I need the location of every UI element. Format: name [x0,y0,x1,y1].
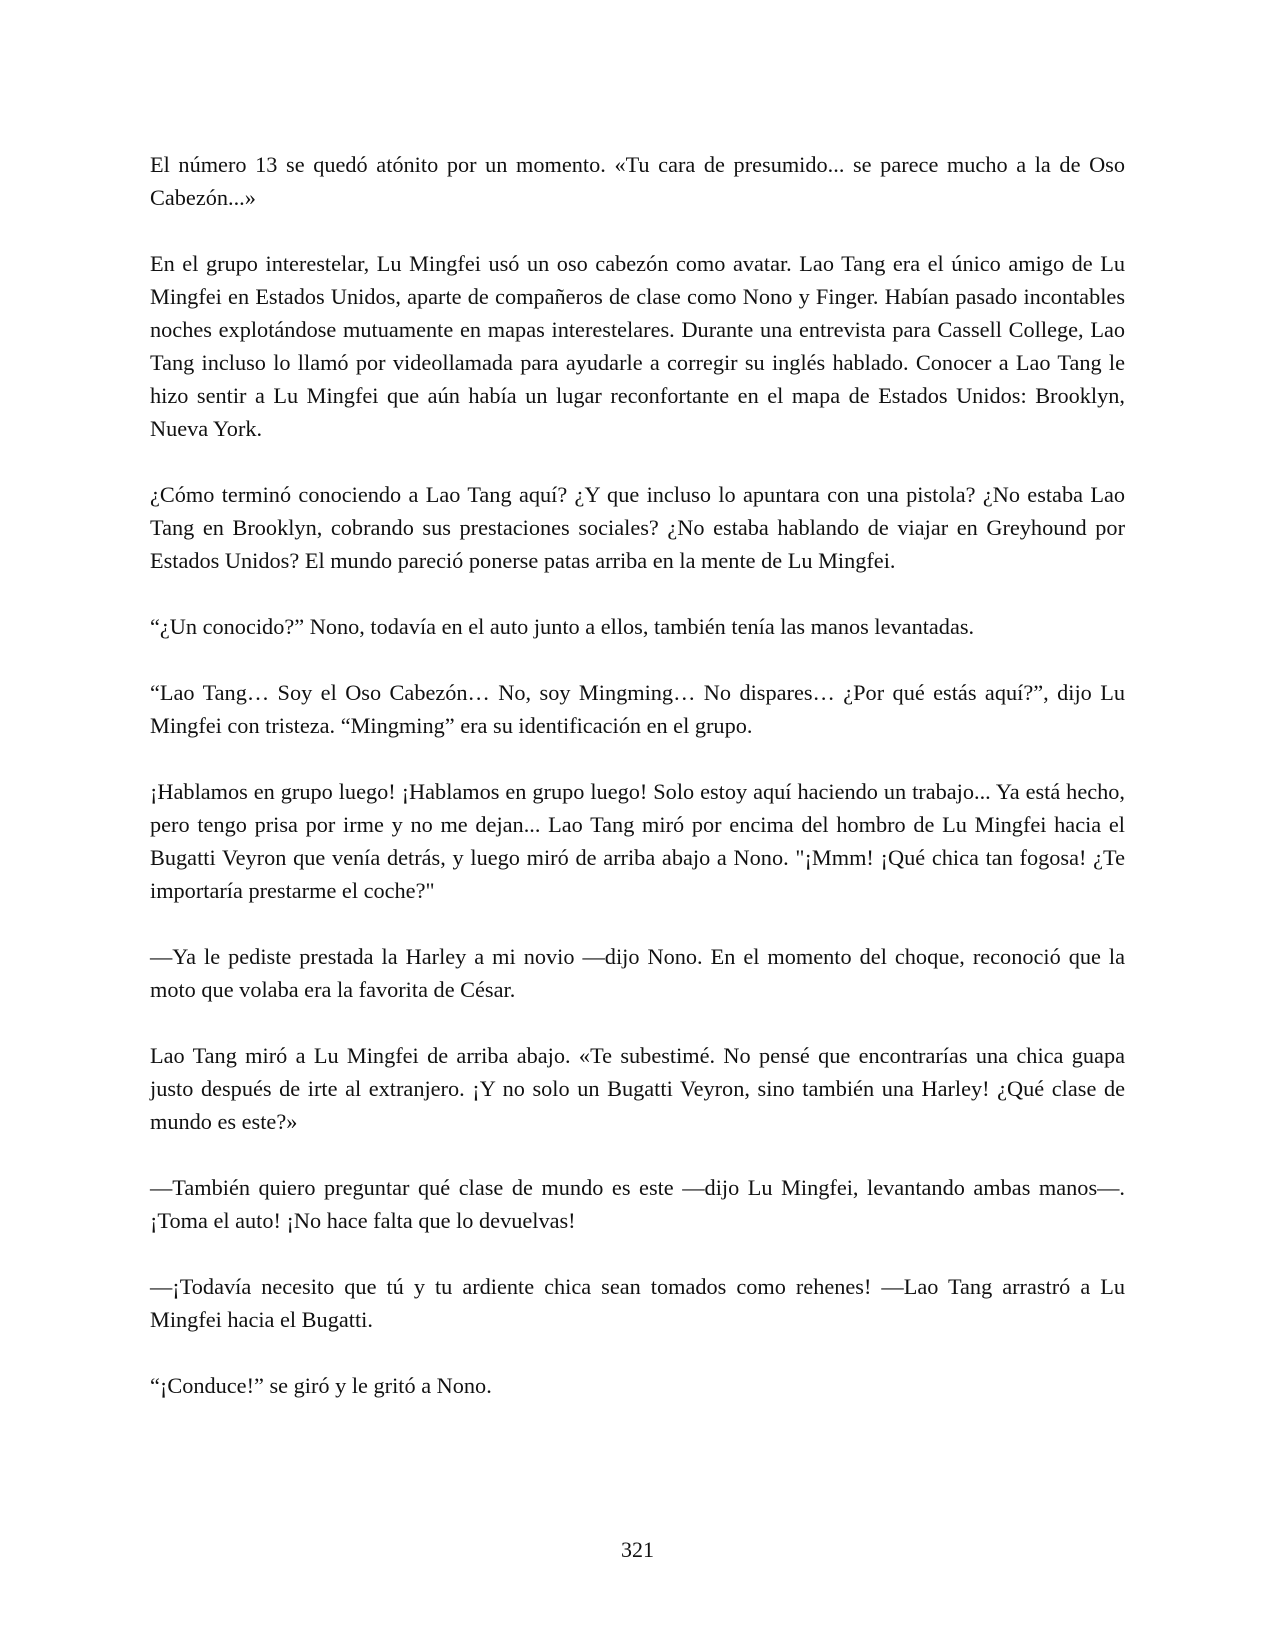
paragraph: Lao Tang miró a Lu Mingfei de arriba abajo. «Te subestimé. No pensé que encontrarías una chica guapa justo después de irte al extranjero. ¡Y no solo un Bugatti Veyron, sino también una Harley! ¿Qué clase de mundo es este?» [150,1043,1125,1134]
paragraph: —¡Todavía necesito que tú y tu ardiente chica sean tomados como rehenes! —Lao Tang arrastró a Lu Mingfei hacia el Bugatti. [150,1274,1125,1332]
body-text [150,148,1125,1435]
paragraph: —Ya le pediste prestada la Harley a mi novio —dijo Nono. En el momento del choque, reconoció que la moto que volaba era la favorita de César. [150,944,1125,1002]
page-number: 321 [621,1537,654,1562]
paragraph: En el grupo interestelar, Lu Mingfei usó un oso cabezón como avatar. Lao Tang era el único amigo de Lu Mingfei en Estados Unidos, aparte de compañeros de clase como Nono y Finger. Habían pasado incontables noches explotándose mutuamente en mapas interestelares. Durante una entrevista para Cassell College, Lao Tang incluso lo llamó por videollamada para ayudarle a corregir su inglés hablado. Conocer a Lao Tang le hizo sentir a Lu Mingfei que aún había un lugar reconfortante en el mapa de Estados Unidos: Brooklyn, Nueva York. [150,251,1125,441]
paragraph: —También quiero preguntar qué clase de mundo es este —dijo Lu Mingfei, levantando ambas manos—. ¡Toma el auto! ¡No hace falta que lo devuelvas! [150,1175,1125,1233]
paragraph: ¿Cómo terminó conociendo a Lao Tang aquí? ¿Y que incluso lo apuntara con una pistola? ¿No estaba Lao Tang en Brooklyn, cobrando sus prestaciones sociales? ¿No estaba hablando de viajar en Greyhound por Estados Unidos? El mundo pareció ponerse patas arriba en la mente de Lu Mingfei. [150,482,1125,573]
paragraph: El número 13 se quedó atónito por un momento. «Tu cara de presumido... se parece mucho a la de Oso Cabezón...» [150,152,1125,210]
paragraph: “¡Conduce!” se giró y le gritó a Nono. [150,1373,492,1398]
paragraph: “Lao Tang… Soy el Oso Cabezón… No, soy Mingming… No dispares… ¿Por qué estás aquí?”, dijo Lu Mingfei con tristeza. “Mingming” era su identificación en el grupo. [150,680,1125,738]
paragraph: ¡Hablamos en grupo luego! ¡Hablamos en grupo luego! Solo estoy aquí haciendo un trabajo... Ya está hecho, pero tengo prisa por irme y no me dejan... Lao Tang miró por encima del hombro de Lu Mingfei hacia el Bugatti Veyron que venía detrás, y luego miró de arriba abajo a Nono. "¡Mmm! ¡Qué chica tan fogosa! ¿Te importaría prestarme el coche?" [150,779,1125,903]
paragraph: “¿Un conocido?” Nono, todavía en el auto junto a ellos, también tenía las manos levantadas. [150,614,975,639]
